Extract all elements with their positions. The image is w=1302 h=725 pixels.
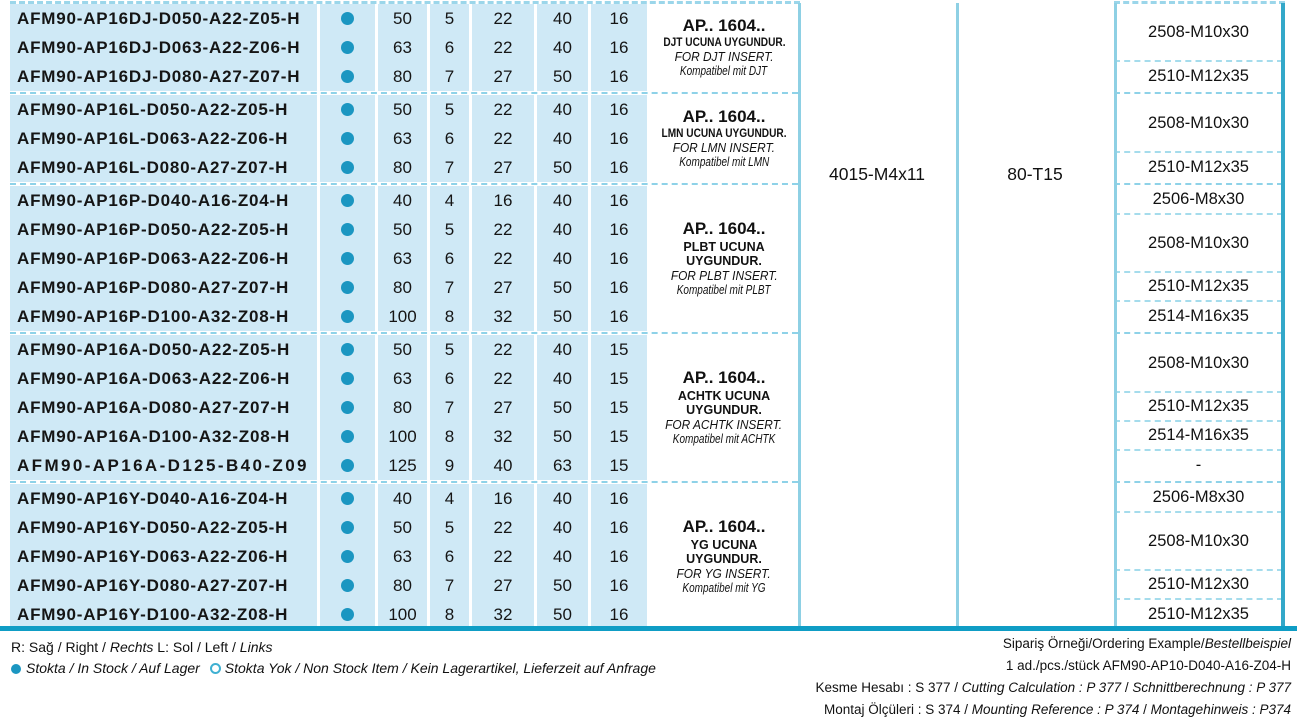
dimension-value-cell: 40 (537, 335, 591, 364)
stock-legend-label: Stokta / In Stock / Auf Lager (26, 660, 200, 676)
stock-status-cell (320, 244, 378, 273)
product-code-cell: AFM90-AP16A-D125-B40-Z09 (10, 451, 320, 480)
column-divider (798, 3, 801, 630)
dimension-value-cell: 16 (591, 600, 650, 629)
insert-compatibility-note (650, 186, 798, 331)
dimension-value-cell: 16 (591, 62, 650, 91)
screw-code-cell: 2506-M8x30 (1114, 484, 1283, 513)
product-code-cell: AFM90-AP16P-D040-A16-Z04-H (10, 186, 320, 215)
group-separator (10, 91, 798, 95)
dimension-value-cell: 27 (472, 62, 537, 91)
column-divider (1114, 3, 1117, 630)
insert-series-title: AP.. 1604.. (682, 219, 766, 239)
dimension-value-cell: 22 (472, 124, 537, 153)
screw-code-cell: - (1114, 451, 1283, 480)
footer-text-segment: Montagehinweis : P374 (1150, 702, 1291, 717)
in-stock-dot-icon (341, 281, 354, 294)
screw-code-cell: 2508-M10x30 (1114, 95, 1283, 153)
dimension-value-cell: 40 (537, 215, 591, 244)
insert-note-english: FOR PLBT INSERT. (670, 268, 778, 283)
screw-code-cell: 2508-M10x30 (1114, 4, 1283, 62)
dimension-value-cell: 40 (378, 484, 430, 513)
footer-text-segment: Rechts (109, 639, 154, 655)
dimension-value-cell: 50 (537, 302, 591, 331)
dimension-value-cell: 5 (430, 95, 472, 124)
dimension-value-cell: 80 (378, 273, 430, 302)
insert-note-english: FOR LMN INSERT. (672, 141, 776, 155)
dimension-value-cell: 16 (591, 244, 650, 273)
stock-status-cell (320, 451, 378, 480)
group-separator (10, 331, 798, 335)
dimension-value-cell: 22 (472, 542, 537, 571)
footer-text-segment: Sipariş Örneği/Ordering Example/ (1002, 636, 1205, 651)
dimension-value-cell: 100 (378, 422, 430, 451)
product-code-cell: AFM90-AP16DJ-D050-A22-Z05-H (10, 4, 320, 33)
dimension-value-cell: 40 (537, 4, 591, 33)
ordering-reference-line (815, 699, 1291, 721)
stock-status-cell (320, 62, 378, 91)
dimension-value-cell: 40 (537, 244, 591, 273)
dimension-value-cell: 16 (591, 4, 650, 33)
in-stock-dot-icon (341, 132, 354, 145)
dimension-value-cell: 22 (472, 364, 537, 393)
dimension-value-cell: 50 (537, 571, 591, 600)
dimension-value-cell: 15 (591, 451, 650, 480)
product-code-cell: AFM90-AP16DJ-D063-A22-Z06-H (10, 33, 320, 62)
dimension-value-cell: 15 (591, 422, 650, 451)
insert-note-english: FOR YG INSERT. (676, 566, 772, 581)
dimension-value-cell: 50 (378, 95, 430, 124)
dimension-value-cell: 22 (472, 33, 537, 62)
dimension-value-cell: 6 (430, 542, 472, 571)
dimension-value-cell: 27 (472, 571, 537, 600)
dimension-value-cell: 32 (472, 600, 537, 629)
insert-note-turkish: ACHTK UCUNA UYGUNDUR. (677, 389, 771, 418)
screw-code-cell: 2508-M10x30 (1114, 215, 1283, 273)
product-code-cell: AFM90-AP16DJ-D080-A27-Z07-H (10, 62, 320, 91)
footer-right-notes (815, 633, 1291, 721)
dimension-value-cell: 22 (472, 244, 537, 273)
group-separator (1114, 182, 1283, 186)
dimension-value-cell: 6 (430, 364, 472, 393)
in-stock-dot-icon (341, 608, 354, 621)
table-top-dashed-border-right (1114, 1, 1285, 4)
dimension-value-cell: 50 (537, 600, 591, 629)
ordering-reference-line (815, 655, 1291, 677)
group-separator (10, 480, 798, 484)
insert-note-english: FOR DJT INSERT. (674, 50, 774, 64)
dimension-value-cell: 63 (378, 364, 430, 393)
table-top-dashed-border-left (10, 1, 800, 4)
footer-left-notes (11, 637, 656, 679)
dimension-value-cell: 40 (537, 364, 591, 393)
insert-compatibility-note (650, 335, 798, 480)
insert-note-german: Kompatibel mit YG (682, 581, 766, 596)
product-code-cell: AFM90-AP16A-D050-A22-Z05-H (10, 335, 320, 364)
in-stock-dot-icon (341, 372, 354, 385)
product-code-cell: AFM90-AP16L-D063-A22-Z06-H (10, 124, 320, 153)
product-code-cell: AFM90-AP16A-D080-A27-Z07-H (10, 393, 320, 422)
in-stock-dot-icon (341, 521, 354, 534)
product-code-cell: AFM90-AP16P-D050-A22-Z05-H (10, 215, 320, 244)
dimension-value-cell: 16 (591, 33, 650, 62)
insert-compatibility-note (650, 95, 798, 182)
insert-series-title: AP.. 1604.. (682, 16, 766, 36)
in-stock-dot-icon (341, 550, 354, 563)
dimension-value-cell: 80 (378, 393, 430, 422)
insert-note-turkish: LMN UCUNA UYGUNDUR. (661, 127, 787, 140)
dimension-value-cell: 22 (472, 215, 537, 244)
footer-text-segment: / (1121, 680, 1133, 695)
dimension-value-cell: 16 (591, 273, 650, 302)
product-code-cell: AFM90-AP16L-D080-A27-Z07-H (10, 153, 320, 182)
dimension-value-cell: 40 (537, 95, 591, 124)
insert-note-german: Kompatibel mit LMN (678, 155, 770, 170)
screw-code-cell: 2514-M16x35 (1114, 422, 1283, 451)
dimension-value-cell: 63 (378, 33, 430, 62)
dimension-value-cell: 50 (537, 422, 591, 451)
dimension-value-cell: 40 (472, 451, 537, 480)
table-right-border (1281, 3, 1285, 630)
stock-status-cell (320, 4, 378, 33)
group-separator (1114, 331, 1283, 335)
stock-status-cell (320, 215, 378, 244)
dimension-value-cell: 16 (591, 215, 650, 244)
dimension-value-cell: 22 (472, 513, 537, 542)
stock-status-cell (320, 393, 378, 422)
screw-code-cell: 2510-M12x35 (1114, 273, 1283, 302)
insert-compatibility-note (650, 484, 798, 629)
dimension-value-cell: 7 (430, 393, 472, 422)
stock-status-cell (320, 364, 378, 393)
footer-text-segment: Schnittberechnung : P 377 (1132, 680, 1291, 695)
footer-text-segment: R: Sağ / Right / (11, 639, 110, 655)
column-divider (956, 3, 959, 630)
dimension-value-cell: 32 (472, 302, 537, 331)
dimension-value-cell: 40 (537, 542, 591, 571)
dimension-value-cell: 16 (591, 542, 650, 571)
dimension-value-cell: 16 (472, 484, 537, 513)
footer-text-segment: Mounting Reference : P 374 (971, 702, 1140, 717)
insert-note-turkish: PLBT UCUNA UYGUNDUR. (683, 240, 765, 269)
stock-legend (11, 658, 656, 679)
insert-note-english: FOR ACHTK INSERT. (665, 417, 783, 432)
dimension-value-cell: 16 (591, 571, 650, 600)
insert-note-turkish: YG UCUNA UYGUNDUR. (686, 538, 762, 567)
group-separator (10, 182, 798, 186)
footer-text-segment: Kesme Hesabı : S 377 / (815, 680, 962, 695)
stock-status-cell (320, 571, 378, 600)
dimension-value-cell: 27 (472, 393, 537, 422)
dimension-value-cell: 40 (537, 186, 591, 215)
dimension-value-cell: 100 (378, 600, 430, 629)
product-code-cell: AFM90-AP16P-D100-A32-Z08-H (10, 302, 320, 331)
screw-code-cell: 2510-M12x35 (1114, 393, 1283, 422)
insert-series-title: AP.. 1604.. (682, 107, 766, 127)
product-table-wrap (10, 4, 1283, 629)
dimension-value-cell: 22 (472, 335, 537, 364)
product-code-cell: AFM90-AP16P-D063-A22-Z06-H (10, 244, 320, 273)
product-table (10, 4, 1283, 629)
stock-status-cell (320, 335, 378, 364)
footer-text-segment: Links (239, 639, 273, 655)
dimension-value-cell: 40 (537, 484, 591, 513)
mount-dimension-value: 4015-M4x11 (829, 164, 925, 184)
product-code-cell: AFM90-AP16Y-D050-A22-Z05-H (10, 513, 320, 542)
dimension-value-cell: 8 (430, 302, 472, 331)
in-stock-dot-icon (341, 223, 354, 236)
dimension-value-cell: 5 (430, 4, 472, 33)
dimension-value-cell: 4 (430, 484, 472, 513)
dimension-value-cell: 40 (378, 186, 430, 215)
dimension-value-cell: 27 (472, 273, 537, 302)
footer-text-segment: L: Sol / Left / (153, 639, 240, 655)
torx-key-value: 80-T15 (1007, 164, 1063, 184)
ordering-reference-line (815, 633, 1291, 655)
dimension-value-cell: 9 (430, 451, 472, 480)
insert-series-title: AP.. 1604.. (682, 368, 766, 388)
dimension-value-cell: 80 (378, 571, 430, 600)
screw-code-cell: 2508-M10x30 (1114, 513, 1283, 571)
dimension-value-cell: 5 (430, 335, 472, 364)
insert-series-title: AP.. 1604.. (682, 517, 766, 537)
footer-text-segment: Bestellbeispiel (1204, 636, 1291, 651)
dimension-value-cell: 8 (430, 422, 472, 451)
insert-note-german: Kompatibel mit DJT (680, 64, 768, 79)
dimension-value-cell: 6 (430, 33, 472, 62)
dimension-value-cell: 6 (430, 244, 472, 273)
in-stock-dot-icon (341, 252, 354, 265)
screw-code-cell: 2514-M16x35 (1114, 302, 1283, 331)
stock-status-cell (320, 600, 378, 629)
in-stock-dot-icon (341, 579, 354, 592)
footer-text-segment: 1 ad./pcs./stück AFM90-AP10-D040-A16-Z04-H (1005, 658, 1291, 673)
in-stock-dot-icon (341, 194, 354, 207)
stock-status-cell (320, 513, 378, 542)
in-stock-dot-icon (341, 161, 354, 174)
stock-status-cell (320, 124, 378, 153)
screw-code-cell: 2506-M8x30 (1114, 186, 1283, 215)
dimension-value-cell: 50 (537, 393, 591, 422)
in-stock-dot-icon (341, 70, 354, 83)
insert-note-german: Kompatibel mit PLBT (677, 283, 771, 298)
dimension-value-cell: 7 (430, 273, 472, 302)
orientation-legend (11, 637, 656, 658)
ordering-reference-line (815, 677, 1291, 699)
dimension-value-cell: 50 (378, 513, 430, 542)
dimension-value-cell: 50 (537, 273, 591, 302)
dimension-value-cell: 16 (591, 124, 650, 153)
dimension-value-cell: 50 (537, 62, 591, 91)
dimension-value-cell: 7 (430, 153, 472, 182)
dimension-value-cell: 15 (591, 364, 650, 393)
torx-key-cell (956, 4, 1114, 629)
dimension-value-cell: 6 (430, 124, 472, 153)
in-stock-dot-icon (341, 103, 354, 116)
dimension-value-cell: 4 (430, 186, 472, 215)
dimension-value-cell: 16 (472, 186, 537, 215)
screw-code-cell: 2510-M12x35 (1114, 153, 1283, 182)
dimension-value-cell: 50 (378, 215, 430, 244)
dimension-value-cell: 50 (378, 335, 430, 364)
dimension-value-cell: 50 (378, 4, 430, 33)
footer-text-segment: Cutting Calculation : P 377 (961, 680, 1122, 695)
in-stock-dot-icon (341, 310, 354, 323)
product-code-cell: AFM90-AP16P-D080-A27-Z07-H (10, 273, 320, 302)
dimension-value-cell: 16 (591, 484, 650, 513)
dimension-value-cell: 50 (537, 153, 591, 182)
in-stock-dot-icon (341, 459, 354, 472)
in-stock-dot-icon (341, 343, 354, 356)
dimension-value-cell: 40 (537, 33, 591, 62)
stock-status-cell (320, 186, 378, 215)
mount-dimension-cell (798, 4, 956, 629)
insert-note-turkish: DJT UCUNA UYGUNDUR. (662, 36, 786, 49)
stock-status-cell (320, 302, 378, 331)
insert-note-german: Kompatibel mit ACHTK (672, 432, 776, 447)
footer-text-segment: Montaj Ölçüleri : S 374 / (823, 702, 972, 717)
insert-compatibility-note (650, 4, 798, 91)
dimension-value-cell: 32 (472, 422, 537, 451)
stock-status-cell (320, 33, 378, 62)
dimension-value-cell: 7 (430, 571, 472, 600)
dimension-value-cell: 63 (378, 124, 430, 153)
stock-status-cell (320, 542, 378, 571)
footer-text-segment: / (1139, 702, 1151, 717)
dimension-value-cell: 100 (378, 302, 430, 331)
in-stock-dot-icon (11, 664, 21, 674)
screw-code-cell: 2510-M12x35 (1114, 600, 1283, 629)
product-code-cell: AFM90-AP16L-D050-A22-Z05-H (10, 95, 320, 124)
product-code-cell: AFM90-AP16Y-D040-A16-Z04-H (10, 484, 320, 513)
dimension-value-cell: 16 (591, 186, 650, 215)
dimension-value-cell: 80 (378, 62, 430, 91)
dimension-value-cell: 5 (430, 513, 472, 542)
dimension-value-cell: 16 (591, 95, 650, 124)
dimension-value-cell: 80 (378, 153, 430, 182)
in-stock-dot-icon (341, 41, 354, 54)
table-bottom-border (0, 626, 1297, 631)
dimension-value-cell: 5 (430, 215, 472, 244)
group-separator (1114, 480, 1283, 484)
stock-status-cell (320, 95, 378, 124)
product-code-cell: AFM90-AP16Y-D080-A27-Z07-H (10, 571, 320, 600)
stock-legend-label: Stokta Yok / Non Stock Item / Kein Lagerartikel, Lieferzeit auf Anfrage (224, 660, 656, 676)
screw-code-cell: 2510-M12x35 (1114, 62, 1283, 91)
dimension-value-cell: 8 (430, 600, 472, 629)
dimension-value-cell: 22 (472, 4, 537, 33)
dimension-value-cell: 16 (591, 302, 650, 331)
stock-status-cell (320, 484, 378, 513)
stock-status-cell (320, 153, 378, 182)
dimension-value-cell: 22 (472, 95, 537, 124)
group-separator (1114, 91, 1283, 95)
stock-status-cell (320, 422, 378, 451)
in-stock-dot-icon (341, 430, 354, 443)
product-code-cell: AFM90-AP16Y-D063-A22-Z06-H (10, 542, 320, 571)
stock-status-cell (320, 273, 378, 302)
dimension-value-cell: 63 (378, 244, 430, 273)
dimension-value-cell: 15 (591, 393, 650, 422)
in-stock-dot-icon (341, 492, 354, 505)
screw-code-cell: 2510-M12x30 (1114, 571, 1283, 600)
dimension-value-cell: 27 (472, 153, 537, 182)
dimension-value-cell: 7 (430, 62, 472, 91)
dimension-value-cell: 16 (591, 513, 650, 542)
product-code-cell: AFM90-AP16A-D063-A22-Z06-H (10, 364, 320, 393)
non-stock-dot-icon (210, 663, 221, 674)
in-stock-dot-icon (341, 12, 354, 25)
product-code-cell: AFM90-AP16A-D100-A32-Z08-H (10, 422, 320, 451)
dimension-value-cell: 40 (537, 513, 591, 542)
product-code-cell: AFM90-AP16Y-D100-A32-Z08-H (10, 600, 320, 629)
dimension-value-cell: 16 (591, 153, 650, 182)
screw-code-cell: 2508-M10x30 (1114, 335, 1283, 393)
dimension-value-cell: 15 (591, 335, 650, 364)
dimension-value-cell: 125 (378, 451, 430, 480)
in-stock-dot-icon (341, 401, 354, 414)
dimension-value-cell: 63 (378, 542, 430, 571)
dimension-value-cell: 40 (537, 124, 591, 153)
dimension-value-cell: 63 (537, 451, 591, 480)
